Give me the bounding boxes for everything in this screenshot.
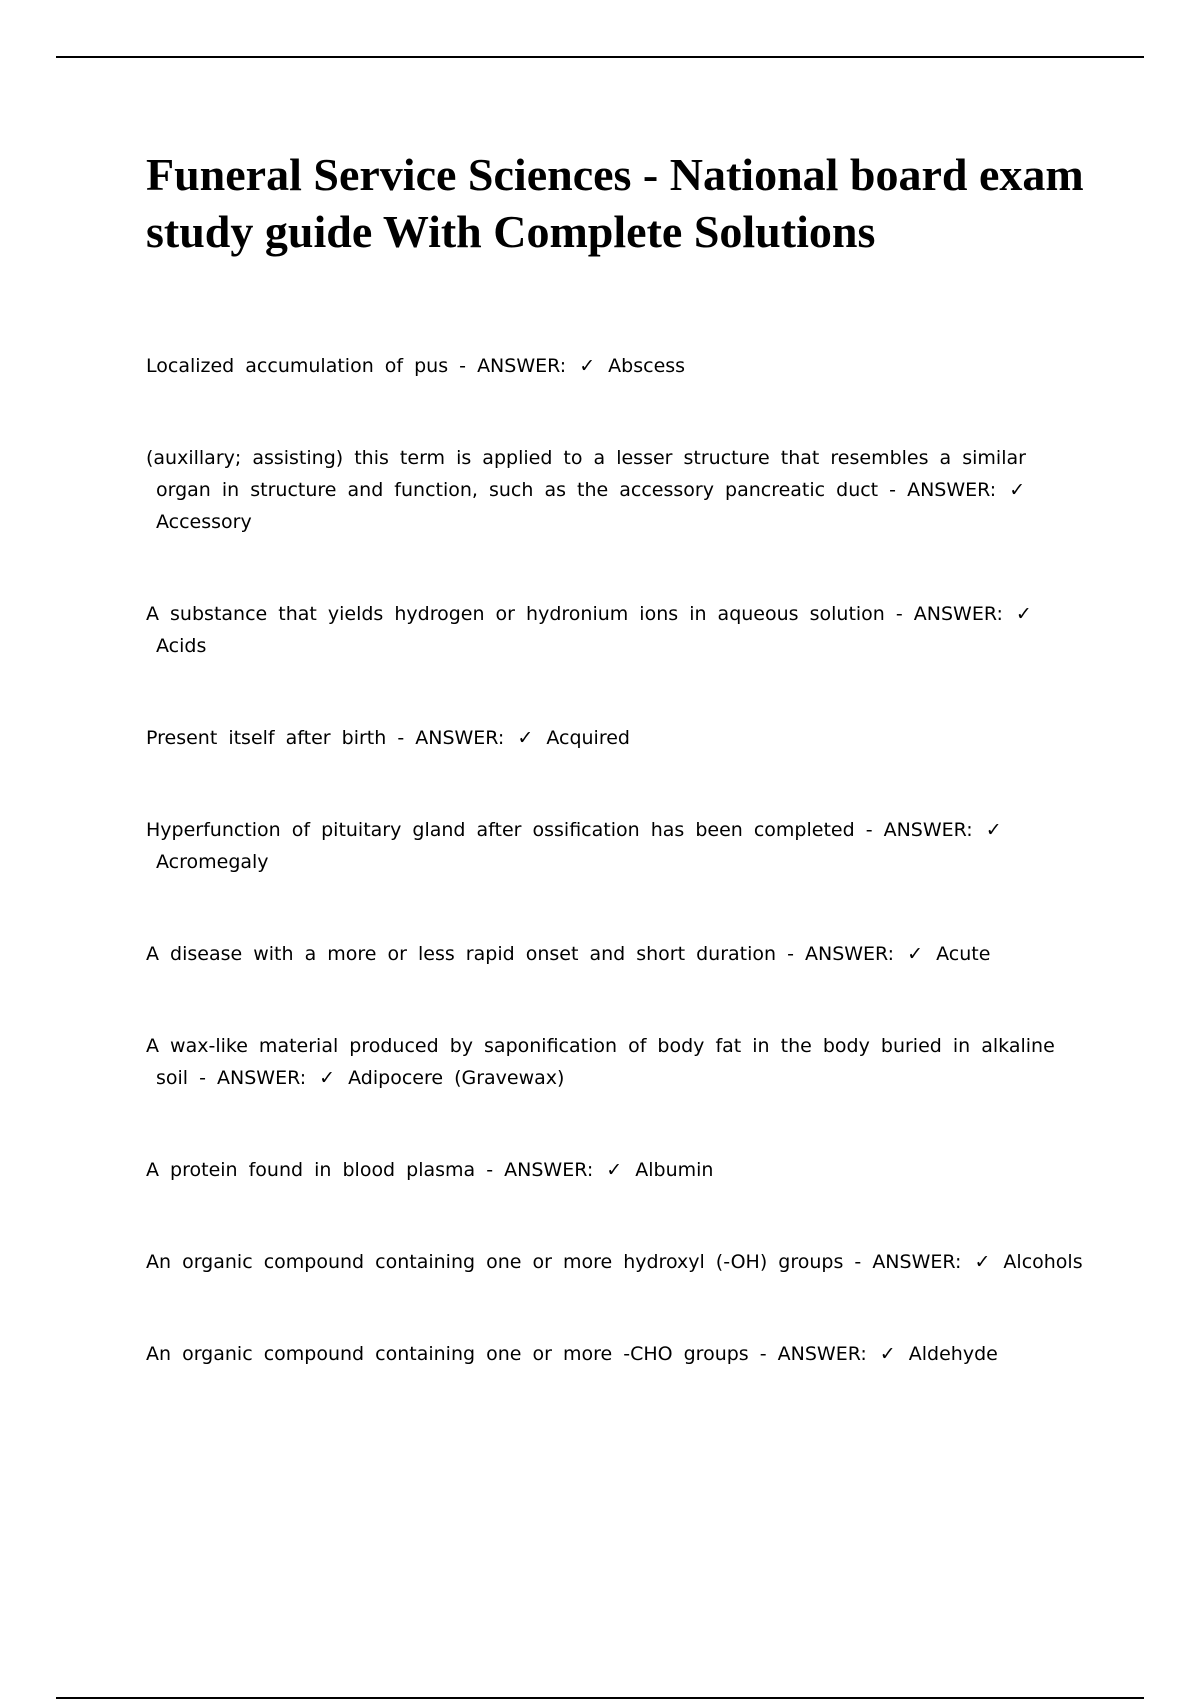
- check-icon: ✓: [907, 943, 924, 965]
- qa-item: Hyperfunction of pituitary gland after ossification has been completed - ANSWER: ✓ Acromegaly: [146, 814, 1086, 878]
- answer-text: Adipocere (Gravewax): [348, 1067, 565, 1089]
- qa-item: A wax-like material produced by saponification of body fat in the body buried in alkaline soil - ANSWER: ✓ Adipocere (Gravewax): [146, 1030, 1086, 1094]
- check-icon: ✓: [1009, 479, 1026, 501]
- qa-item: (auxillary; assisting) this term is applied to a lesser structure that resembles a similar organ in structure and function, such as the accessory pancreatic duct - ANSWER: ✓ Accessory: [146, 447, 1026, 533]
- qa-item: A disease with a more or less rapid onset and short duration - ANSWER: ✓ Acute: [146, 938, 1086, 970]
- check-icon: ✓: [1015, 603, 1032, 625]
- answer-marker: ANSWER:: [477, 355, 567, 377]
- answer-text: Acute: [936, 943, 991, 965]
- question-text: (auxillary; assisting) this term is applied to a lesser structure that resembles a similar organ in structure and function, such as the accessory pancreatic duct: [146, 447, 1026, 501]
- check-icon: ✓: [985, 819, 1002, 841]
- check-icon: ✓: [517, 727, 534, 749]
- qa-item: Present itself after birth - ANSWER: ✓ Acquired: [146, 722, 1086, 754]
- answer-marker: ANSWER:: [415, 727, 505, 749]
- answer-marker: ANSWER:: [883, 819, 973, 841]
- answer-marker: ANSWER:: [913, 603, 1003, 625]
- question-text: Present itself after birth: [146, 727, 387, 749]
- check-icon: ✓: [579, 355, 596, 377]
- answer-text: Acromegaly: [156, 851, 269, 873]
- qa-item: A substance that yields hydrogen or hydronium ions in aqueous solution - ANSWER: ✓ Acids: [146, 598, 1086, 662]
- qa-item: Localized accumulation of pus - ANSWER: ✓ Abscess: [146, 350, 1086, 382]
- answer-text: Albumin: [635, 1159, 714, 1181]
- question-text: A disease with a more or less rapid onset and short duration: [146, 943, 777, 965]
- page-title: Funeral Service Sciences - National board exam study guide With Complete Solutions: [146, 149, 1084, 257]
- answer-marker: ANSWER:: [907, 479, 997, 501]
- check-icon: ✓: [879, 1343, 896, 1365]
- answer-text: Abscess: [608, 355, 686, 377]
- answer-text: Aldehyde: [908, 1343, 998, 1365]
- check-icon: ✓: [974, 1251, 991, 1273]
- qa-item: An organic compound containing one or more -CHO groups - ANSWER: ✓ Aldehyde: [146, 1338, 1086, 1370]
- answer-text: Accessory: [156, 511, 252, 533]
- answer-text: Alcohols: [1003, 1251, 1083, 1273]
- qa-item: A protein found in blood plasma - ANSWER: ✓ Albumin: [146, 1154, 1086, 1186]
- question-text: A substance that yields hydrogen or hydronium ions in aqueous solution: [146, 603, 885, 625]
- answer-text: Acquired: [546, 727, 630, 749]
- answer-marker: ANSWER:: [872, 1251, 962, 1273]
- check-icon: ✓: [319, 1067, 336, 1089]
- check-icon: ✓: [606, 1159, 623, 1181]
- answer-marker: ANSWER:: [217, 1067, 307, 1089]
- question-text: Hyperfunction of pituitary gland after ossification has been completed: [146, 819, 855, 841]
- answer-marker: ANSWER:: [504, 1159, 594, 1181]
- question-text: A protein found in blood plasma: [146, 1159, 476, 1181]
- question-text: An organic compound containing one or more -CHO groups: [146, 1343, 749, 1365]
- answer-marker: ANSWER:: [777, 1343, 867, 1365]
- bottom-rule: [56, 1697, 1144, 1699]
- top-rule: [56, 56, 1144, 58]
- answer-marker: ANSWER:: [804, 943, 895, 965]
- qa-list: [146, 350, 1086, 1430]
- qa-item: An organic compound containing one or more hydroxyl (-OH) groups - ANSWER: ✓ Alcohols: [146, 1246, 1086, 1278]
- question-text: An organic compound containing one or more hydroxyl (-OH) groups: [146, 1251, 844, 1273]
- question-text: Localized accumulation of pus: [146, 355, 449, 377]
- question-text: A wax-like material produced by saponification of body fat in the body buried in alkaline soil: [146, 1035, 1055, 1089]
- answer-text: Acids: [156, 635, 207, 657]
